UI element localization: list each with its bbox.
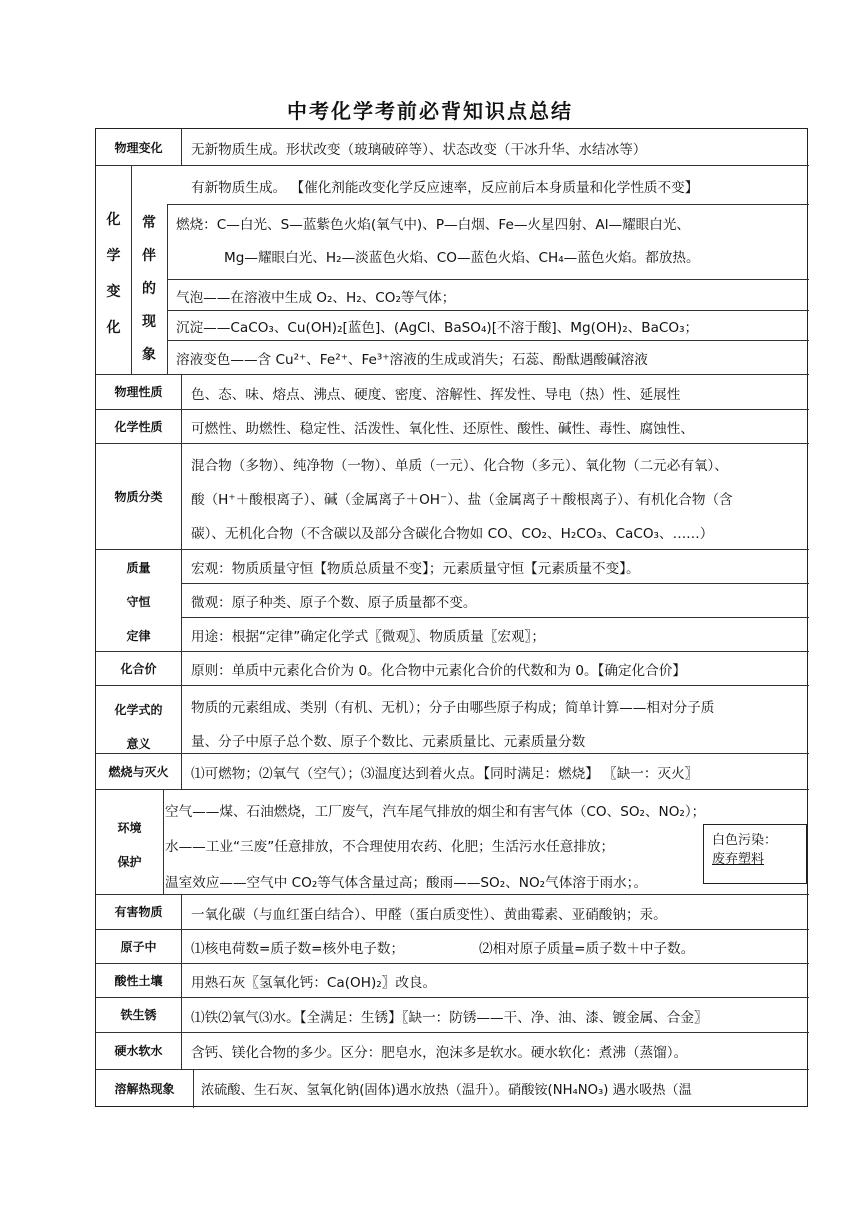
label-atom: 原子中	[120, 939, 157, 954]
formula-meaning-line-2: 量、分子中原子总个数、原子个数比、元素质量比、元素质量分数	[191, 734, 586, 750]
classification-line-1: 混合物（多物）、纯净物（一物）、单质（一元）、化合物（多元）、氧化物（二元必有氧）、	[191, 458, 728, 474]
white-pollution-box	[703, 824, 807, 884]
rust-text: ⑴铁⑵氧气⑶水。【全满足：生锈】〖缺一：防锈——干、净、油、漆、镀金属、合金〗	[191, 1010, 708, 1026]
combustion-fire-text: ⑴可燃物；⑵氧气（空气）；⑶温度达到着火点。【同时满足：燃烧】 〖缺一：灭火〗	[191, 766, 699, 782]
label-classification: 物质分类	[114, 489, 163, 504]
label-accompanying-phenomena: 常 伴 的 现 象	[142, 215, 156, 363]
formula-meaning-line-1: 物质的元素组成、类别（有机、无机）；分子由哪些原子构成；简单计算——相对分子质	[191, 700, 715, 716]
white-pollution-title: 白色污染：	[712, 833, 778, 848]
label-environment: 环境 保护	[117, 821, 142, 869]
label-formula-meaning: 化学式的 意义	[114, 703, 163, 751]
label-physical-change: 物理变化	[114, 140, 163, 155]
solution-color-text: 溶液变色——含 Cu²⁺、Fe²⁺、Fe³⁺溶液的生成或消失；石蕊、酚酞遇酸碱溶液	[176, 352, 648, 368]
harmful-text: 一氧化碳（与血红蛋白结合）、甲醛（蛋白质变性）、黄曲霉素、亚硝酸钠；汞。	[191, 907, 667, 923]
label-hard-water: 硬水软水	[114, 1044, 163, 1058]
label-physical-property: 物理性质	[114, 385, 163, 399]
acid-soil-text: 用熟石灰〖氢氧化钙：Ca(OH)₂〗改良。	[191, 975, 437, 991]
combustion-line-2: Mg—耀眼白光、H₂—淡蓝色火焰、CO—蓝色火焰、CH₄—蓝色火焰。都放热。	[224, 250, 700, 266]
label-chemical-change: 化 学 变 化	[106, 212, 121, 336]
valence-text: 原则：单质中元素化合价为 0。化合物中元素化合价的代数和为 0。【确定化合价】	[191, 663, 686, 679]
chemical-change-intro: 有新物质生成。 【催化剂能改变化学反应速率，反应前后本身质量和化学性质不变】	[191, 180, 699, 196]
environment-water-text: 水——工业“三废”任意排放，不合理使用农药、化肥；生活污水任意排放；	[165, 839, 615, 855]
page-title: 中考化学考前必背知识点总结	[287, 99, 573, 123]
label-dissolution-heat: 溶解热现象	[114, 1081, 175, 1096]
knowledge-table	[95, 128, 808, 1107]
chemical-property-text: 可燃性、助燃性、稳定性、活泼性、氧化性、还原性、酸性、碱性、毒性、腐蚀性、	[191, 421, 694, 437]
mass-micro-text: 微观：原子种类、原子个数、原子质量都不变。	[191, 595, 477, 611]
environment-greenhouse-text: 温室效应——空气中 CO₂等气体含量过高；酸雨——SO₂、NO₂气体溶于雨水；。	[165, 875, 648, 891]
bubbles-text: 气泡——在溶液中生成 O₂、H₂、CO₂等气体；	[176, 290, 456, 306]
physical-property-text: 色、态、味、熔点、沸点、硬度、密度、溶解性、挥发性、导电（热）性、延展性	[191, 387, 681, 403]
label-rust: 铁生锈	[120, 1008, 157, 1022]
mass-usage-text: 用途：根据“定律”确定化学式〖微观〗、物质质量〖宏观〗；	[191, 629, 545, 645]
label-acid-soil: 酸性土壤	[114, 973, 163, 988]
white-pollution-text: 废弃塑料	[712, 852, 765, 867]
label-valence: 化合价	[120, 661, 157, 676]
hard-water-text: 含钙、镁化合物的多少。区分：肥皂水，泡沫多是软水。硬水软化：煮沸（蒸馏）。	[191, 1045, 688, 1061]
environment-air-text: 空气——煤、石油燃烧，工厂废气，汽车尾气排放的烟尘和有害气体（CO、SO₂、NO₂）；	[165, 804, 706, 820]
label-combustion-fire: 燃烧与灭火	[108, 764, 169, 779]
classification-line-2: 酸（H⁺＋酸根离子）、碱（金属离子＋OH⁻）、盐（金属离子＋酸根离子）、有机化合物（含	[191, 492, 733, 508]
mass-macro-text: 宏观：物质质量守恒【物质总质量不变】；元素质量守恒【元素质量不变】。	[191, 561, 640, 577]
atom-text-2: ⑵相对原子质量=质子数＋中子数。	[479, 941, 695, 957]
precipitate-text: 沉淀——CaCO₃、Cu(OH)₂[蓝色]、(AgCl、BaSO₄)[不溶于酸]、Mg(OH)₂、BaCO₃；	[176, 320, 699, 336]
atom-text-1: ⑴核电荷数=质子数=核外电子数；	[191, 941, 405, 957]
label-harmful: 有害物质	[114, 905, 163, 919]
dissolution-heat-text: 浓硫酸、生石灰、氢氧化钠(固体)遇水放热（温升）。硝酸铵(NH₄NO₃) 遇水吸热（温	[201, 1083, 692, 1098]
physical-change-text: 无新物质生成。形状改变（玻璃破碎等）、状态改变（干冰升华、水结冰等）	[191, 142, 647, 158]
combustion-line-1: 燃烧：C—白光、S—蓝紫色火焰(氧气中)、P—白烟、Fe—火星四射、Al—耀眼白光、	[176, 217, 691, 233]
label-chemical-property: 化学性质	[114, 419, 163, 434]
classification-line-3: 碳）、无机化合物（不含碳以及部分含碳化合物如 CO、CO₂、H₂CO₃、CaCO₃、……）	[191, 526, 714, 542]
label-mass-conservation: 质量 守恒 定律	[126, 561, 151, 643]
